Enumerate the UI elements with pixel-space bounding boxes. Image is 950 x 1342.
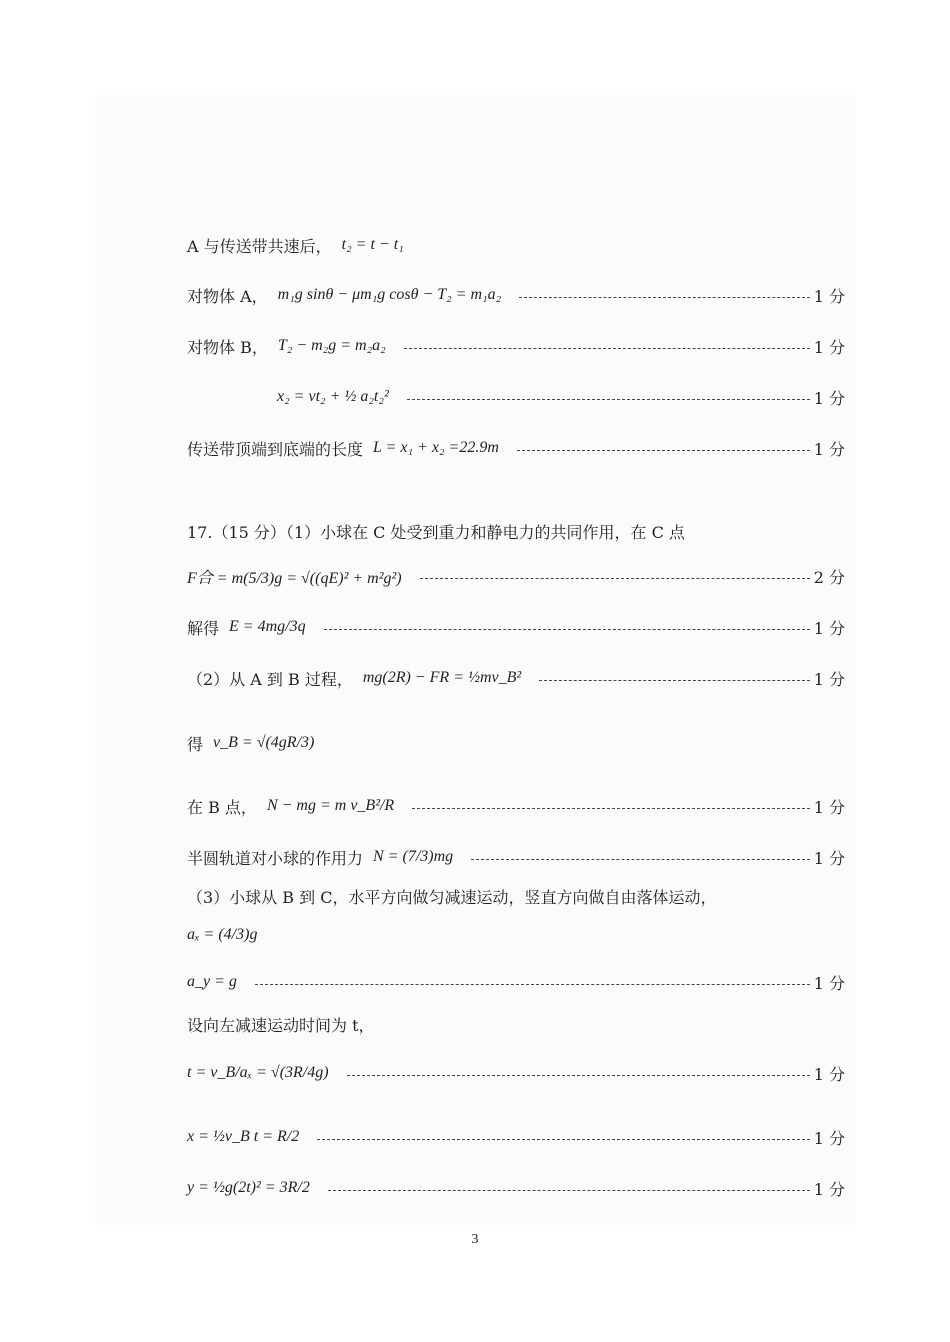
page-number: 3	[471, 1232, 479, 1247]
line-label: 得	[187, 734, 204, 754]
scanned-page-area	[95, 95, 855, 1225]
line-formula: m₁g sinθ − μm₁g cosθ − T₂ = m₁a₂	[277, 286, 502, 303]
solution-line	[187, 516, 845, 546]
line-label: 对物体 B，	[187, 337, 268, 357]
line-label: 半圆轨道对小球的作用力	[187, 848, 364, 868]
score-points: 1 分	[813, 439, 845, 459]
solution-line	[187, 1009, 845, 1039]
line-label: A 与传送带共速后，	[187, 236, 332, 256]
solution-line	[187, 663, 845, 693]
score-points: 1 分	[813, 337, 845, 357]
score-points: 1 分	[813, 618, 845, 638]
score-points: 1 分	[813, 797, 845, 817]
line-formula: t₂ = t − t₁	[341, 236, 404, 253]
score-points: 1 分	[813, 669, 845, 689]
solution-line	[187, 612, 845, 642]
solution-line	[187, 1173, 845, 1203]
solution-line	[187, 967, 845, 997]
line-label: （3）小球从 B 到 C，水平方向做匀减速运动，竖直方向做自由落体运动，	[187, 887, 717, 907]
line-formula: N − mg = m v_B²/R	[266, 797, 395, 814]
solution-line	[187, 791, 845, 821]
solution-line	[277, 382, 845, 412]
dash-leader	[324, 629, 810, 630]
line-label: 在 B 点，	[187, 797, 257, 817]
dash-leader	[471, 859, 810, 860]
line-formula: y = ½g(2t)² = 3R/2	[187, 1179, 310, 1196]
score-points: 1 分	[813, 388, 845, 408]
solution-line	[187, 1122, 845, 1152]
solution-line	[187, 1058, 845, 1088]
solution-line	[187, 920, 845, 950]
line-label: （2）从 A 到 B 过程，	[187, 669, 353, 689]
dash-leader	[412, 808, 810, 809]
solution-line	[187, 842, 845, 872]
solution-line	[187, 881, 845, 911]
line-formula: F合 = m(5/3)g = √((qE)² + m²g²)	[187, 569, 402, 587]
dash-leader	[328, 1190, 810, 1191]
score-points: 1 分	[813, 286, 845, 306]
line-formula: E = 4mg/3q	[229, 618, 306, 635]
solution-line	[187, 728, 845, 758]
line-label: 17.（15 分）（1）小球在 C 处受到重力和静电力的共同作用，在 C 点	[187, 522, 685, 542]
score-points: 1 分	[813, 1128, 845, 1148]
dash-leader	[539, 680, 810, 681]
line-formula: T₂ − m₂g = m₂a₂	[277, 337, 386, 354]
line-formula: N = (7/3)mg	[373, 848, 454, 865]
dash-leader	[420, 578, 810, 579]
line-label: 设向左减速运动时间为 t，	[187, 1015, 375, 1035]
line-formula: t = v_B/aₓ = √(3R/4g)	[187, 1064, 329, 1081]
dash-leader	[407, 399, 810, 400]
dash-leader	[404, 348, 810, 349]
score-points: 2 分	[813, 567, 845, 587]
solution-line	[187, 230, 845, 260]
solution-line	[187, 433, 845, 463]
line-formula: x = ½v_B t = R/2	[187, 1128, 300, 1145]
line-formula: x₂ = vt₂ + ½ a₂t₂²	[277, 388, 389, 405]
score-points: 1 分	[813, 1179, 845, 1199]
line-label: 对物体 A，	[187, 286, 268, 306]
score-points: 1 分	[813, 1064, 845, 1084]
score-points: 1 分	[813, 848, 845, 868]
dash-leader	[347, 1075, 810, 1076]
dash-leader	[317, 1139, 809, 1140]
solution-line	[187, 331, 845, 361]
line-label: 传送带顶端到底端的长度	[187, 439, 364, 459]
line-formula: L = x₁ + x₂ =22.9m	[373, 439, 499, 456]
solution-line	[187, 280, 845, 310]
dash-leader	[519, 297, 810, 298]
line-formula: a_y = g	[187, 973, 237, 990]
solution-line	[187, 561, 845, 591]
dash-leader	[255, 984, 810, 985]
dash-leader	[517, 450, 810, 451]
line-label: 解得	[187, 618, 220, 638]
line-formula: aₓ = (4/3)g	[187, 926, 258, 943]
score-points: 1 分	[813, 973, 845, 993]
line-formula: mg(2R) − FR = ½mv_B²	[362, 669, 522, 686]
line-formula: v_B = √(4gR/3)	[213, 734, 315, 751]
